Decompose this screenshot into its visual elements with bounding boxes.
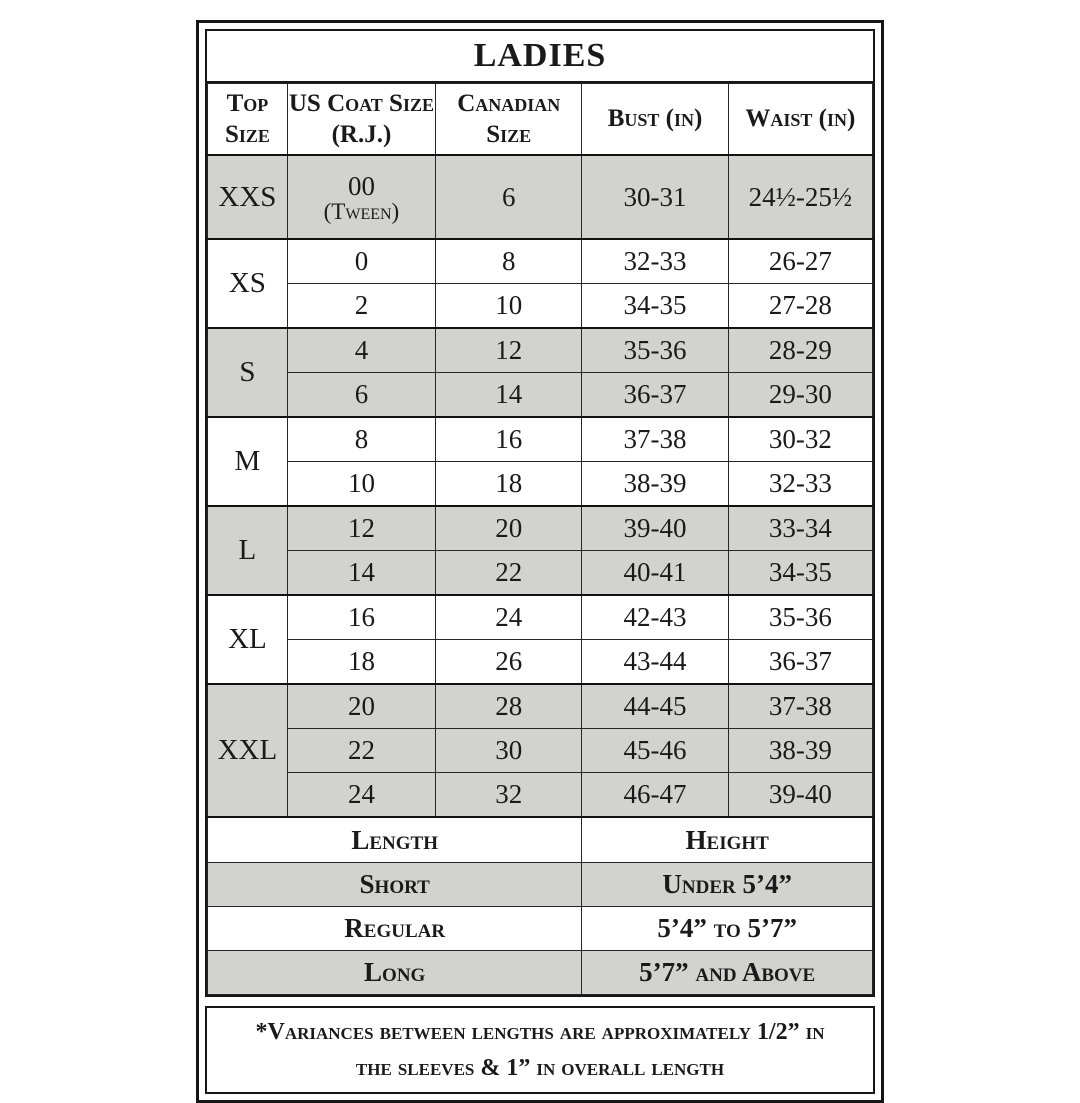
length-value-cell: Regular — [208, 907, 582, 951]
size-chart-frame — [196, 20, 884, 1103]
col-header-bust: Bust (in) — [582, 84, 728, 156]
bust-cell: 30-31 — [582, 155, 728, 239]
canadian-size-cell: 26 — [436, 640, 582, 685]
waist-cell: 29-30 — [728, 373, 872, 418]
height-header-cell: Height — [582, 817, 873, 863]
us-coat-size-cell: 0 — [287, 239, 435, 284]
top-size-cell: XXL — [208, 684, 288, 817]
height-value-cell: 5’4” to 5’7” — [582, 907, 873, 951]
us-coat-size-cell: 2 — [287, 284, 435, 329]
bust-cell: 36-37 — [582, 373, 728, 418]
size-row — [208, 462, 873, 507]
length-height-row — [208, 863, 873, 907]
canadian-size-cell: 8 — [436, 239, 582, 284]
canadian-size-cell: 12 — [436, 328, 582, 373]
waist-cell: 28-29 — [728, 328, 872, 373]
bust-cell: 39-40 — [582, 506, 728, 551]
length-height-row — [208, 951, 873, 995]
waist-cell: 26-27 — [728, 239, 872, 284]
top-size-cell: XS — [208, 239, 288, 328]
us-coat-size-value: 00 — [347, 171, 375, 202]
top-size-cell: M — [208, 417, 288, 506]
canadian-size-cell: 16 — [436, 417, 582, 462]
size-row — [208, 373, 873, 418]
waist-cell: 24½-25½ — [728, 155, 872, 239]
size-row — [208, 328, 873, 373]
header-row — [208, 84, 873, 156]
length-value-cell: Short — [208, 863, 582, 907]
bust-cell: 34-35 — [582, 284, 728, 329]
top-size-cell: L — [208, 506, 288, 595]
bust-cell: 32-33 — [582, 239, 728, 284]
bust-cell: 35-36 — [582, 328, 728, 373]
bust-cell: 42-43 — [582, 595, 728, 640]
bust-cell: 44-45 — [582, 684, 728, 729]
us-coat-size-cell: 6 — [287, 373, 435, 418]
canadian-size-cell: 32 — [436, 773, 582, 818]
us-coat-size-cell — [287, 155, 435, 239]
us-coat-size-cell: 22 — [287, 729, 435, 773]
size-table-body — [208, 155, 873, 817]
top-size-cell: XL — [208, 595, 288, 684]
length-value-cell: Long — [208, 951, 582, 995]
col-header-top-size: Top Size — [208, 84, 288, 156]
col-header-us-coat-size: US Coat Size (R.J.) — [287, 84, 435, 156]
size-row — [208, 155, 873, 239]
size-row — [208, 506, 873, 551]
us-coat-size-cell: 16 — [287, 595, 435, 640]
canadian-size-cell: 18 — [436, 462, 582, 507]
bust-cell: 38-39 — [582, 462, 728, 507]
us-coat-size-cell: 20 — [287, 684, 435, 729]
size-table-box — [205, 29, 875, 997]
waist-cell: 27-28 — [728, 284, 872, 329]
length-height-row — [208, 907, 873, 951]
canadian-size-cell: 6 — [436, 155, 582, 239]
canadian-size-cell: 24 — [436, 595, 582, 640]
size-row — [208, 729, 873, 773]
waist-cell: 35-36 — [728, 595, 872, 640]
waist-cell: 38-39 — [728, 729, 872, 773]
size-row — [208, 239, 873, 284]
chart-title: LADIES — [207, 31, 873, 83]
bust-cell: 45-46 — [582, 729, 728, 773]
us-coat-size-cell: 18 — [287, 640, 435, 685]
top-size-cell: XXS — [208, 155, 288, 239]
canadian-size-cell: 14 — [436, 373, 582, 418]
bust-cell: 40-41 — [582, 551, 728, 596]
us-coat-size-cell: 8 — [287, 417, 435, 462]
col-header-waist: Waist (in) — [728, 84, 872, 156]
canadian-size-cell: 20 — [436, 506, 582, 551]
waist-cell: 39-40 — [728, 773, 872, 818]
size-table — [207, 83, 873, 995]
us-coat-size-cell: 10 — [287, 462, 435, 507]
size-row — [208, 684, 873, 729]
size-row — [208, 595, 873, 640]
length-header-cell: Length — [208, 817, 582, 863]
waist-cell: 37-38 — [728, 684, 872, 729]
us-coat-size-cell: 24 — [287, 773, 435, 818]
size-row — [208, 773, 873, 818]
height-value-cell: 5’7” and Above — [582, 951, 873, 995]
size-row — [208, 640, 873, 685]
us-coat-size-cell: 12 — [287, 506, 435, 551]
waist-cell: 36-37 — [728, 640, 872, 685]
canadian-size-cell: 28 — [436, 684, 582, 729]
waist-cell: 30-32 — [728, 417, 872, 462]
length-height-header-row — [208, 817, 873, 863]
size-row — [208, 551, 873, 596]
waist-cell: 34-35 — [728, 551, 872, 596]
size-row — [208, 417, 873, 462]
waist-cell: 33-34 — [728, 506, 872, 551]
length-height-section — [208, 817, 873, 995]
top-size-cell: S — [208, 328, 288, 417]
bust-cell: 46-47 — [582, 773, 728, 818]
footnote-text: *Variances between lengths are approximately 1/2” in the sleeves & 1” in overall length — [255, 1019, 825, 1081]
us-coat-size-cell: 4 — [287, 328, 435, 373]
bust-cell: 37-38 — [582, 417, 728, 462]
footnote-box — [205, 1006, 875, 1094]
bust-cell: 43-44 — [582, 640, 728, 685]
canadian-size-cell: 22 — [436, 551, 582, 596]
height-value-cell: Under 5’4” — [582, 863, 873, 907]
waist-cell: 32-33 — [728, 462, 872, 507]
col-header-canadian-size: Canadian Size — [436, 84, 582, 156]
canadian-size-cell: 30 — [436, 729, 582, 773]
size-row — [208, 284, 873, 329]
canadian-size-cell: 10 — [436, 284, 582, 329]
us-coat-size-cell: 14 — [287, 551, 435, 596]
us-coat-size-note: (Tween) — [323, 198, 400, 224]
